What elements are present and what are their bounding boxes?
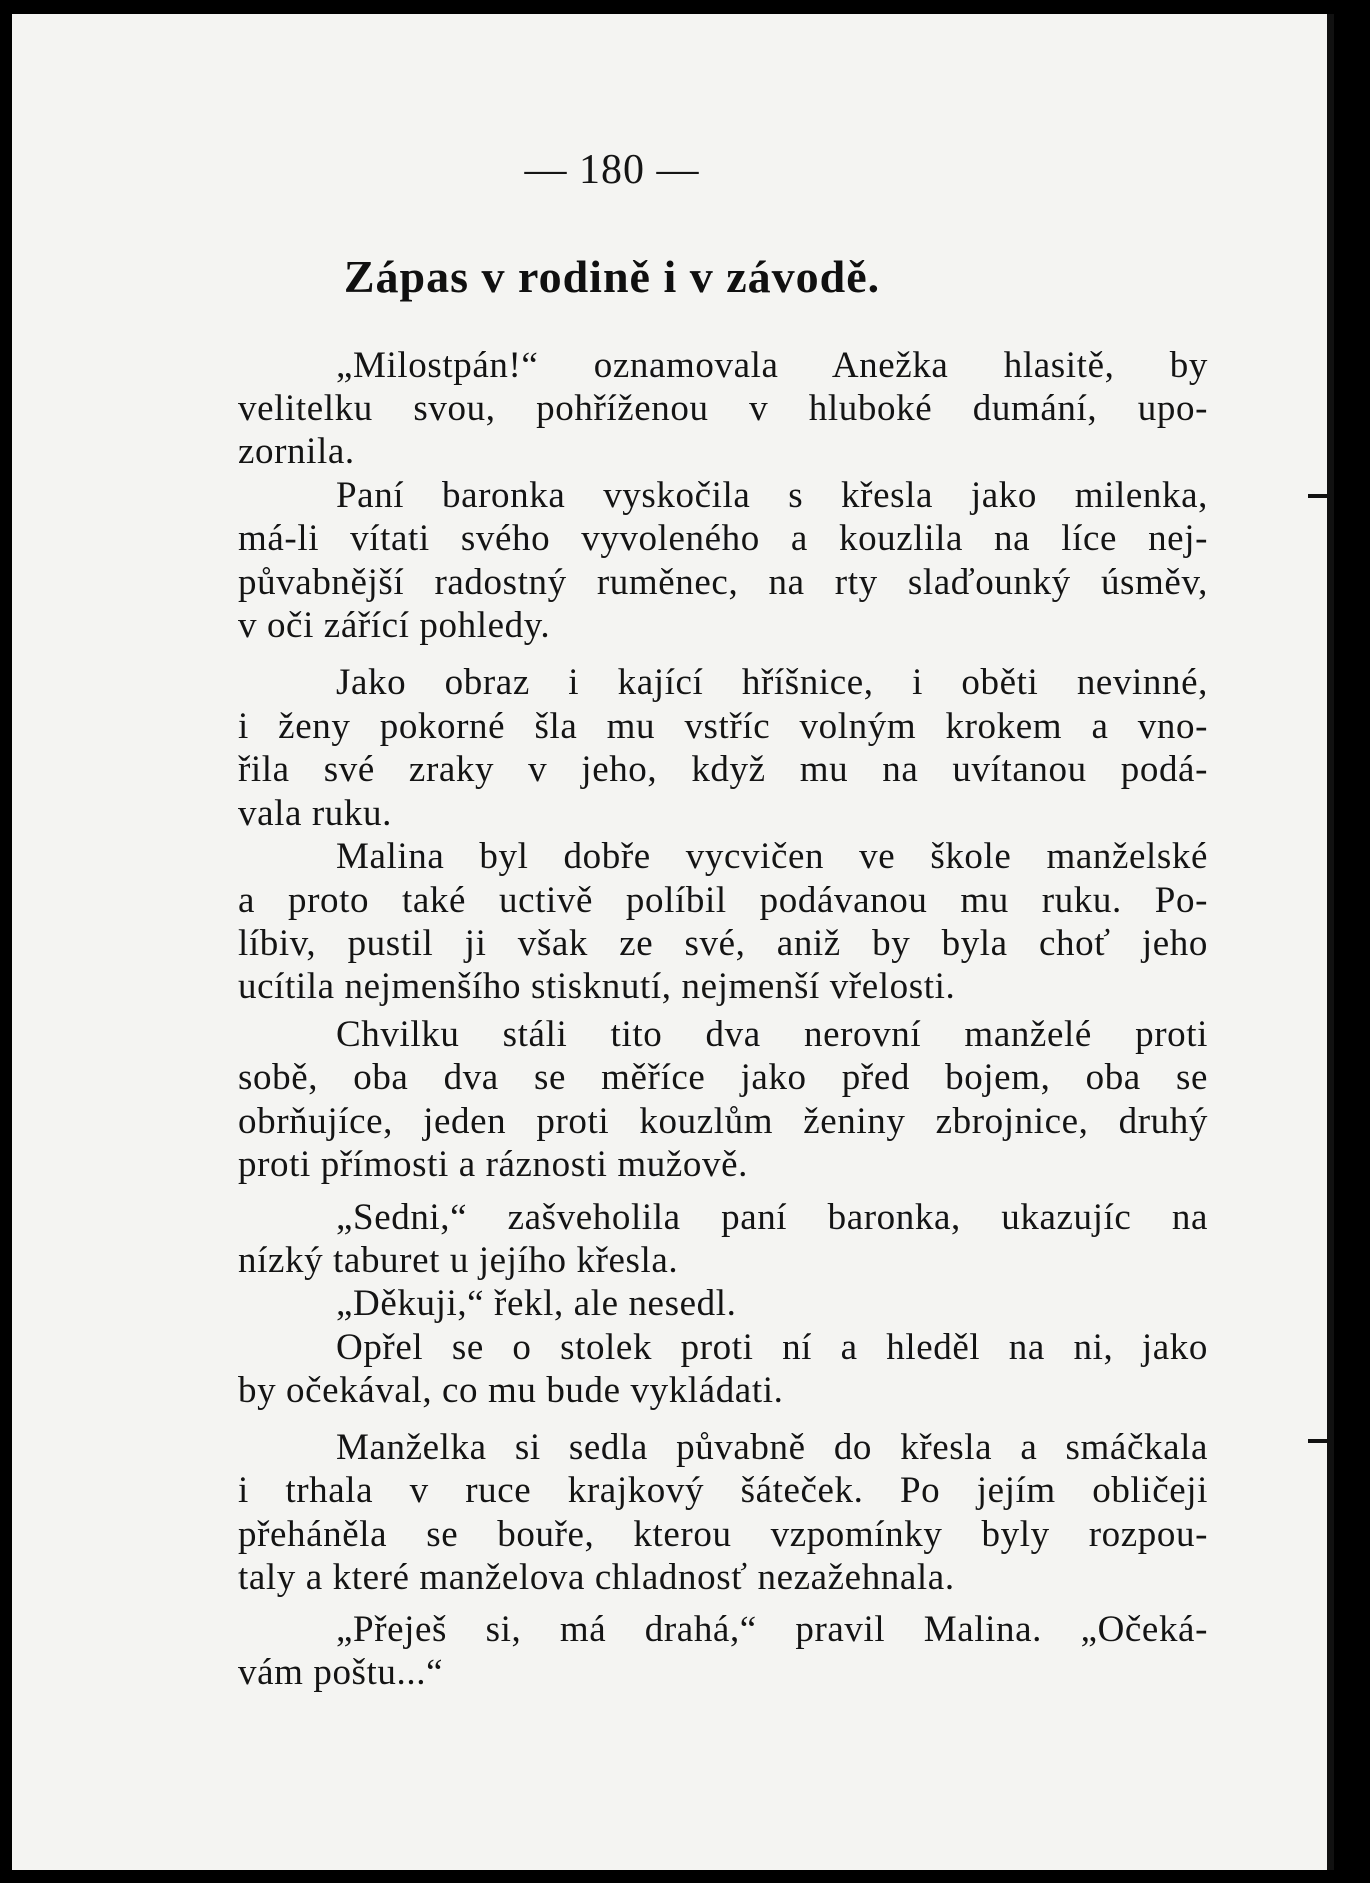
text-line: Jako obraz i kající hříšnice, i oběti nevinné, [336,662,1208,703]
text-line: „Přeješ si, má drahá,“ pravil Malina. „Očeká- [336,1609,1208,1650]
page-number: — 180 — [524,147,700,193]
text-line: Opřel se o stolek proti ní a hleděl na ni, jako [336,1327,1208,1368]
chapter-title: Zápas v rodině i v závodě. [343,251,881,302]
text-line: proti přímosti a ráznosti mužově. [238,1144,748,1185]
text-line: přeháněla se bouře, kterou vzpomínky byly rozpou- [238,1514,1208,1555]
text-line: Paní baronka vyskočila s křesla jako milenka, [336,475,1208,516]
text-line: ucítila nejmenšího stisknutí, nejmenší vřelosti. [238,966,956,1007]
text-line: Chvilku stáli tito dva nerovní manželé proti [336,1014,1208,1055]
text-line: „Sedni,“ zašveholila paní baronka, ukazujíc na [336,1197,1208,1238]
text-line: taly a které manželova chladnosť nezažehnala. [238,1557,955,1598]
text-line: v oči zářící pohledy. [238,605,551,646]
text-line: by očekával, co mu bude vykládati. [238,1370,784,1411]
text-line: „Milostpán!“ oznamovala Anežka hlasitě, by [336,345,1208,386]
text-line: velitelku svou, pohříženou v hluboké dumání, upo- [238,388,1208,429]
binding-mark [1308,494,1334,498]
text-line: půvabnější radostný ruměnec, na rty slaďounký úsměv, [238,562,1208,603]
text-line: a proto také uctivě políbil podávanou mu ruku. Po- [238,880,1208,921]
text-line: vám poštu...“ [238,1652,444,1693]
text-line: Manželka si sedla půvabně do křesla a smáčkala [336,1427,1208,1468]
text-line: obrňujíce, jeden proti kouzlům ženiny zbrojnice, druhý [238,1101,1208,1142]
text-line: „Děkuji,“ řekl, ale nesedl. [336,1283,737,1324]
binding-mark [1308,1439,1334,1443]
text-line: zornila. [238,431,355,472]
text-line: vala ruku. [238,793,392,834]
binding-edge [1327,14,1334,1870]
text-line: řila své zraky v jeho, když mu na uvítanou podá- [238,749,1208,790]
text-line: má-li vítati svého vyvoleného a kouzlila na líce nej- [238,518,1208,559]
text-line: sobě, oba dva se měříce jako před bojem, oba se [238,1057,1208,1098]
book-page [12,14,1334,1870]
text-line: líbiv, pustil ji však ze své, aniž by byla choť jeho [238,923,1208,964]
text-line: nízký taburet u jejího křesla. [238,1240,679,1281]
text-line: Malina byl dobře vycvičen ve škole manželské [336,836,1208,877]
text-line: i trhala v ruce krajkový šáteček. Po jejím obličeji [238,1470,1208,1511]
text-line: i ženy pokorné šla mu vstříc volným krokem a vno- [238,706,1208,747]
